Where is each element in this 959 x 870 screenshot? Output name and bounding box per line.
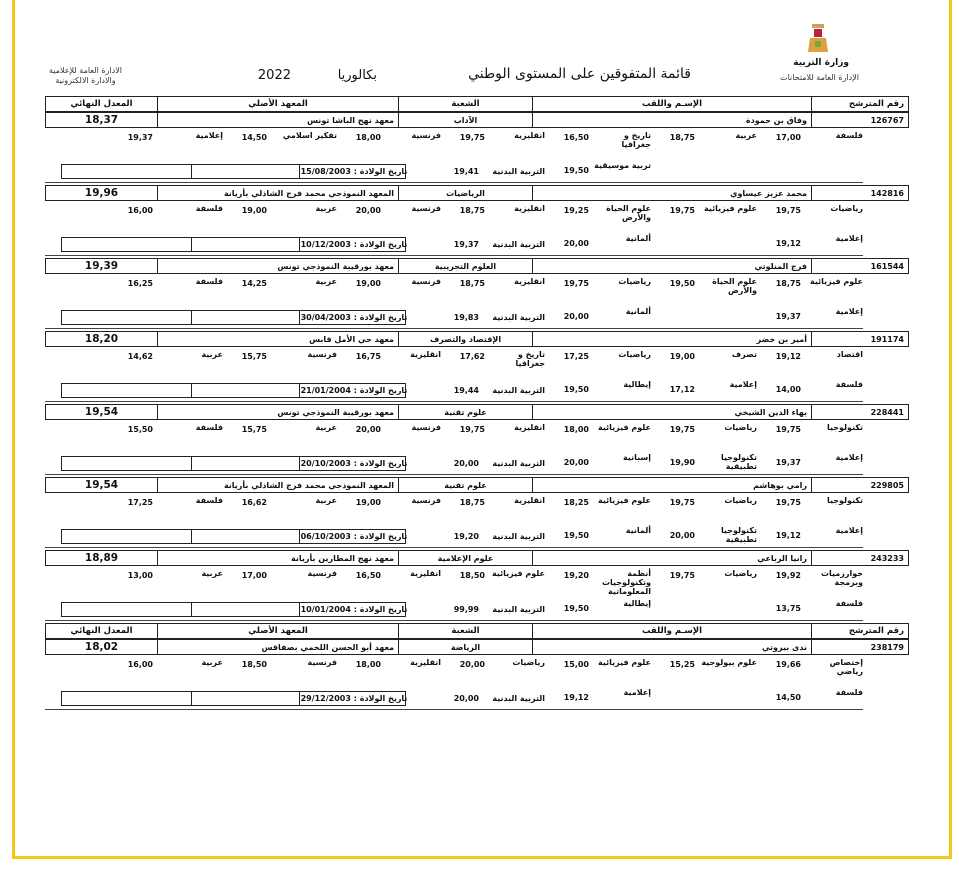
student-id: 126767 — [812, 113, 909, 128]
subject-name: فلسفة — [835, 599, 863, 608]
subject-grade: 17,25 — [563, 352, 589, 361]
subject-name: فرنسية — [307, 350, 337, 359]
subject-name: فرنسية — [307, 569, 337, 578]
subject-name: علوم فيزيائية — [491, 569, 545, 578]
birth-date-box — [61, 237, 406, 252]
birth-date-label: تاريخ الولادة : — [353, 313, 408, 322]
document-page — [45, 0, 904, 710]
subject-name: انقليزية — [514, 131, 545, 140]
subject-name: انقليزية — [410, 658, 441, 667]
subject-name: تصرف — [731, 350, 757, 359]
subject-grade: 13,00 — [127, 571, 153, 580]
subject-name: إيطالية — [623, 599, 651, 608]
subject-name: علوم فيزيائية — [597, 496, 651, 505]
column-header-row — [45, 96, 909, 112]
subject-grade: 19,75 — [775, 206, 801, 215]
student-id: 228441 — [812, 405, 909, 420]
header-section: الشعبة — [399, 97, 533, 112]
birth-date — [299, 457, 408, 470]
sport-grade: 19,44 — [453, 386, 479, 395]
subject-grade: 19,00 — [355, 498, 381, 507]
subject-name: عربية — [315, 423, 337, 432]
subject-grade: 19,00 — [355, 279, 381, 288]
subject-name: ألمانية — [625, 307, 651, 316]
birth-date-value: 21/01/2004 — [300, 386, 351, 395]
subject-grade: 13,75 — [775, 604, 801, 613]
subject-grade: 17,12 — [669, 385, 695, 394]
student-school: معهد بورقيبة النموذجي تونس — [158, 259, 399, 274]
subject-grade: 19,75 — [459, 133, 485, 142]
subject-grade: 18,75 — [459, 279, 485, 288]
subject-name: رياضيات — [724, 496, 757, 505]
subject-grade: 19,50 — [563, 166, 589, 175]
student-grades — [45, 128, 863, 183]
subject-grade: 19,75 — [669, 498, 695, 507]
student-section: علوم تقنية — [399, 405, 533, 420]
subject-name: عربية — [201, 350, 223, 359]
subject-name: خوارزميات وبرمجة — [821, 569, 863, 587]
student-id: 191174 — [812, 332, 909, 347]
student-section: العلوم التجريبية — [399, 259, 533, 274]
subject-name: عربية — [201, 658, 223, 667]
subject-name: فرنسية — [411, 131, 441, 140]
sport-grade: 99,99 — [453, 605, 479, 614]
header-id: رقم المترشح — [812, 624, 909, 639]
header-section: الشعبة — [399, 624, 533, 639]
birth-date — [299, 165, 408, 178]
subject-grade: 16,62 — [241, 498, 267, 507]
empty-cell — [62, 457, 192, 470]
sport-label: التربية البدنية — [492, 532, 545, 541]
subject-name: إعلامية — [835, 453, 863, 462]
subject-grade: 17,00 — [241, 571, 267, 580]
student-name: أمير بن خضر — [533, 332, 812, 347]
birth-date-label: تاريخ الولادة : — [353, 167, 408, 176]
subject-grade: 19,50 — [563, 531, 589, 540]
student-school: المعهد النموذجي محمد فرج الشاذلي بأريانة — [158, 186, 399, 201]
subject-grade: 16,00 — [127, 206, 153, 215]
subject-grade: 19,50 — [563, 385, 589, 394]
subject-grade: 18,00 — [355, 133, 381, 142]
subject-name: رياضيات — [618, 350, 651, 359]
student-info-row — [45, 185, 909, 201]
student-school: معهد بورقيبة النموذجي تونس — [158, 405, 399, 420]
birth-date-box — [61, 310, 406, 325]
subject-grade: 17,62 — [459, 352, 485, 361]
header-name: الإسـم واللقب — [533, 97, 812, 112]
student-info-row — [45, 404, 909, 420]
birth-date-box — [61, 691, 406, 706]
empty-cell — [62, 238, 192, 251]
student-section: الآداب — [399, 113, 533, 128]
subject-name: علوم فيزيائية — [597, 423, 651, 432]
birth-date-label: تاريخ الولادة : — [353, 240, 408, 249]
student-info-row — [45, 112, 909, 128]
student-final-average: 19,39 — [46, 259, 158, 274]
birth-date-label: تاريخ الولادة : — [353, 459, 408, 468]
subject-name: رياضيات — [724, 569, 757, 578]
birth-date-box — [61, 456, 406, 471]
subject-grade: 19,75 — [669, 425, 695, 434]
header-school: المعهد الأصلي — [158, 624, 399, 639]
birth-date-box — [61, 164, 406, 179]
subject-name: انقليزية — [514, 204, 545, 213]
subject-grade: 14,25 — [241, 279, 267, 288]
subject-grade: 20,00 — [355, 425, 381, 434]
birth-date-value: 10/01/2004 — [300, 605, 351, 614]
it-department-line1: الادارة العامة للإعلامية — [49, 66, 122, 75]
subject-grade: 16,50 — [563, 133, 589, 142]
subject-grade: 19,92 — [775, 571, 801, 580]
student-section: الرياضيات — [399, 186, 533, 201]
subject-grade: 15,00 — [563, 660, 589, 669]
birth-date — [299, 530, 408, 543]
header-final-avg: المعدل النهائي — [46, 624, 158, 639]
document-header — [45, 0, 863, 96]
subject-name: تفكير اسلامي — [282, 131, 337, 140]
sport-label: التربية البدنية — [492, 313, 545, 322]
ministry-emblem-icon — [807, 22, 829, 56]
exam-name: بكالوريا — [337, 68, 377, 83]
exam-year: 2022 — [257, 68, 291, 83]
sport-grade: 19,37 — [453, 240, 479, 249]
sport-label: التربية البدنية — [492, 459, 545, 468]
subject-grade: 14,00 — [775, 385, 801, 394]
subject-name: فلسفة — [835, 131, 863, 140]
birth-date-label: تاريخ الولادة : — [353, 386, 408, 395]
subject-grade: 20,00 — [563, 458, 589, 467]
subject-name: علوم فيزيائية — [703, 204, 757, 213]
column-header-row — [45, 623, 909, 639]
subject-name: عربية — [201, 569, 223, 578]
student-id: 243233 — [812, 551, 909, 566]
subject-name: تكنولوجيا — [827, 423, 863, 432]
birth-date — [299, 384, 408, 397]
subject-grade: 19,75 — [775, 498, 801, 507]
subject-grade: 19,50 — [563, 604, 589, 613]
subject-grade: 15,25 — [669, 660, 695, 669]
subject-name: علوم الحياة والأرض — [712, 277, 757, 295]
birth-date-value: 10/12/2003 — [300, 240, 351, 249]
birth-date-box — [61, 529, 406, 544]
subject-grade: 20,00 — [459, 660, 485, 669]
it-department — [49, 66, 122, 86]
student-final-average: 18,89 — [46, 551, 158, 566]
student-final-average: 19,54 — [46, 405, 158, 420]
subject-grade: 20,00 — [669, 531, 695, 540]
subject-grade: 16,50 — [355, 571, 381, 580]
student-name: رامي بوهاشم — [533, 478, 812, 493]
subject-grade: 19,37 — [775, 312, 801, 321]
sport-label: التربية البدنية — [492, 605, 545, 614]
sport-label: التربية البدنية — [492, 240, 545, 249]
subject-name: إختصاص رياضي — [829, 658, 863, 676]
subject-grade: 17,25 — [127, 498, 153, 507]
birth-date — [299, 692, 408, 705]
student-final-average: 19,96 — [46, 186, 158, 201]
student-info-row — [45, 258, 909, 274]
student-name: فرج المنلوتي — [533, 259, 812, 274]
student-final-average: 19,54 — [46, 478, 158, 493]
subject-grade: 14,62 — [127, 352, 153, 361]
subject-name: علوم فيزيائية — [809, 277, 863, 286]
subject-name: عربية — [315, 496, 337, 505]
subject-name: فلسفة — [835, 380, 863, 389]
subject-name: أنظمة وتكنولوجيات المعلوماتية — [601, 569, 651, 596]
student-school: معهد نهج المطارين بأريانة — [158, 551, 399, 566]
subject-grade: 19,00 — [669, 352, 695, 361]
subject-grade: 14,50 — [241, 133, 267, 142]
subject-name: إعلامية — [835, 234, 863, 243]
subject-name: تكنولوجيا — [827, 496, 863, 505]
subject-grade: 17,00 — [775, 133, 801, 142]
subject-name: فلسفة — [195, 277, 223, 286]
subject-name: تربية موسيقية — [594, 161, 651, 170]
subject-name: انقليزية — [514, 277, 545, 286]
subject-name: إعلامية — [729, 380, 757, 389]
empty-cell — [62, 603, 192, 616]
subject-grade: 18,00 — [355, 660, 381, 669]
student-id: 161544 — [812, 259, 909, 274]
subject-grade: 19,12 — [775, 239, 801, 248]
subject-grade: 19,20 — [563, 571, 589, 580]
student-section: الرياضة — [399, 640, 533, 655]
birth-date-value: 15/08/2003 — [300, 167, 351, 176]
subject-grade: 15,75 — [241, 352, 267, 361]
header-name: الإسـم واللقب — [533, 624, 812, 639]
subject-grade: 15,50 — [127, 425, 153, 434]
student-grades — [45, 566, 863, 621]
student-final-average: 18,02 — [46, 640, 158, 655]
subject-grade: 19,75 — [459, 425, 485, 434]
sport-grade: 20,00 — [453, 694, 479, 703]
subject-name: عربية — [735, 131, 757, 140]
sport-grade: 20,00 — [453, 459, 479, 468]
subject-grade: 19,90 — [669, 458, 695, 467]
subject-name: تاريخ و جغرافيا — [621, 131, 651, 149]
empty-cell — [62, 311, 192, 324]
birth-date — [299, 603, 408, 616]
student-section: علوم تقنية — [399, 478, 533, 493]
students-list — [45, 96, 904, 710]
subject-grade: 18,75 — [459, 498, 485, 507]
subject-grade: 14,50 — [775, 693, 801, 702]
subject-grade: 18,75 — [459, 206, 485, 215]
subject-name: انقليزية — [514, 496, 545, 505]
student-id: 142816 — [812, 186, 909, 201]
title-main: قائمة المتفوقين على المستوى الوطني — [468, 66, 691, 82]
subject-name: علوم فيزيائية — [597, 658, 651, 667]
subject-name: رياضيات — [830, 204, 863, 213]
subject-name: فرنسية — [307, 658, 337, 667]
sport-grade: 19,83 — [453, 313, 479, 322]
subject-name: علوم الحياة والأرض — [606, 204, 651, 222]
subject-grade: 19,75 — [775, 425, 801, 434]
subject-name: انقليزية — [410, 569, 441, 578]
subject-name: تكنولوجيا تطبيقية — [721, 453, 757, 471]
subject-name: رياضيات — [724, 423, 757, 432]
birth-date-label: تاريخ الولادة : — [353, 532, 408, 541]
student-grades — [45, 655, 863, 710]
student-school: معهد حي الأمل قابس — [158, 332, 399, 347]
subject-name: رياضيات — [512, 658, 545, 667]
student-info-row — [45, 550, 909, 566]
subject-name: ألمانية — [625, 526, 651, 535]
student-school: معهد أبو الحسن اللخمي بصفاقس — [158, 640, 399, 655]
subject-name: فرنسية — [411, 496, 441, 505]
subject-name: فلسفة — [195, 496, 223, 505]
student-grades — [45, 347, 863, 402]
student-name: محمد عزيز عيساوي — [533, 186, 812, 201]
subject-grade: 20,00 — [355, 206, 381, 215]
subject-name: فلسفة — [195, 204, 223, 213]
ministry-department: الإدارة العامة للامتحانات — [780, 73, 859, 82]
header-school: المعهد الأصلي — [158, 97, 399, 112]
birth-date-label: تاريخ الولادة : — [353, 605, 408, 614]
subject-grade: 20,00 — [563, 312, 589, 321]
subject-grade: 19,37 — [127, 133, 153, 142]
student-name: ندى بيروتي — [533, 640, 812, 655]
empty-cell — [62, 530, 192, 543]
subject-grade: 19,50 — [669, 279, 695, 288]
subject-grade: 16,25 — [127, 279, 153, 288]
student-info-row — [45, 477, 909, 493]
sport-label: التربية البدنية — [492, 386, 545, 395]
subject-name: عربية — [315, 204, 337, 213]
subject-name: رياضيات — [618, 277, 651, 286]
birth-date-box — [61, 383, 406, 398]
subject-name: فلسفة — [195, 423, 223, 432]
it-department-line2: والادارة الالكترونية — [55, 76, 116, 85]
subject-grade: 19,75 — [669, 571, 695, 580]
subject-name: إعلامية — [835, 526, 863, 535]
subject-name: إعلامية — [195, 131, 223, 140]
subject-name: تكنولوجيا تطبيقية — [721, 526, 757, 544]
header-id: رقم المترشح — [812, 97, 909, 112]
birth-date-value: 06/10/2003 — [300, 532, 351, 541]
subject-grade: 18,75 — [669, 133, 695, 142]
subject-grade: 19,25 — [563, 206, 589, 215]
header-final-avg: المعدل النهائي — [46, 97, 158, 112]
subject-name: علوم بيولوجية — [701, 658, 757, 667]
subject-grade: 19,75 — [563, 279, 589, 288]
student-info-row — [45, 331, 909, 347]
ministry-name: وزارة التربية — [793, 58, 849, 68]
subject-name: فرنسية — [411, 277, 441, 286]
subject-grade: 18,75 — [775, 279, 801, 288]
subject-name: ألمانية — [625, 234, 651, 243]
subject-grade: 16,00 — [127, 660, 153, 669]
student-grades — [45, 201, 863, 256]
subject-grade: 19,00 — [241, 206, 267, 215]
subject-grade: 19,12 — [563, 693, 589, 702]
subject-name: عربية — [315, 277, 337, 286]
birth-date-value: 30/04/2003 — [300, 313, 351, 322]
subject-name: إعلامية — [835, 307, 863, 316]
student-grades — [45, 274, 863, 329]
student-school: معهد نهج الباشا تونس — [158, 113, 399, 128]
subject-grade: 19,75 — [669, 206, 695, 215]
student-final-average: 18,20 — [46, 332, 158, 347]
birth-date — [299, 238, 408, 251]
subject-name: تاريخ و جغرافيا — [515, 350, 545, 368]
birth-date — [299, 311, 408, 324]
student-final-average: 18,37 — [46, 113, 158, 128]
subject-grade: 18,25 — [563, 498, 589, 507]
student-name: بهاء الدين الشيخي — [533, 405, 812, 420]
subject-name: اقتصاد — [836, 350, 863, 359]
subject-name: انقليزية — [514, 423, 545, 432]
student-id: 238179 — [812, 640, 909, 655]
sport-label: التربية البدنية — [492, 167, 545, 176]
subject-name: إعلامية — [623, 688, 651, 697]
subject-name: فرنسية — [411, 204, 441, 213]
subject-grade: 20,00 — [563, 239, 589, 248]
student-section: الإقتصاد والتصرف — [399, 332, 533, 347]
student-name: وفاق بن حمودة — [533, 113, 812, 128]
empty-cell — [62, 165, 192, 178]
birth-date-box — [61, 602, 406, 617]
subject-name: إيطالية — [623, 380, 651, 389]
subject-grade: 19,37 — [775, 458, 801, 467]
subject-grade: 16,75 — [355, 352, 381, 361]
sport-grade: 19,20 — [453, 532, 479, 541]
student-info-row — [45, 639, 909, 655]
student-section: علوم الإعلامية — [399, 551, 533, 566]
subject-grade: 18,50 — [459, 571, 485, 580]
subject-name: فرنسية — [411, 423, 441, 432]
student-school: المعهد النموذجي محمد فرج الشاذلي بأريانة — [158, 478, 399, 493]
subject-grade: 19,66 — [775, 660, 801, 669]
subject-grade: 19,12 — [775, 352, 801, 361]
subject-name: إسبانية — [623, 453, 651, 462]
subject-name: فلسفة — [835, 688, 863, 697]
subject-grade: 18,00 — [563, 425, 589, 434]
birth-date-value: 29/12/2003 — [300, 694, 351, 703]
student-grades — [45, 493, 863, 548]
sport-grade: 19,41 — [453, 167, 479, 176]
sport-label: التربية البدنية — [492, 694, 545, 703]
student-name: رانيا الرباعي — [533, 551, 812, 566]
birth-date-value: 20/10/2003 — [300, 459, 351, 468]
birth-date-label: تاريخ الولادة : — [353, 694, 408, 703]
student-grades — [45, 420, 863, 475]
empty-cell — [62, 384, 192, 397]
subject-name: انقليزية — [410, 350, 441, 359]
student-id: 229805 — [812, 478, 909, 493]
subject-grade: 18,50 — [241, 660, 267, 669]
subject-grade: 15,75 — [241, 425, 267, 434]
empty-cell — [62, 692, 192, 705]
subject-grade: 19,12 — [775, 531, 801, 540]
